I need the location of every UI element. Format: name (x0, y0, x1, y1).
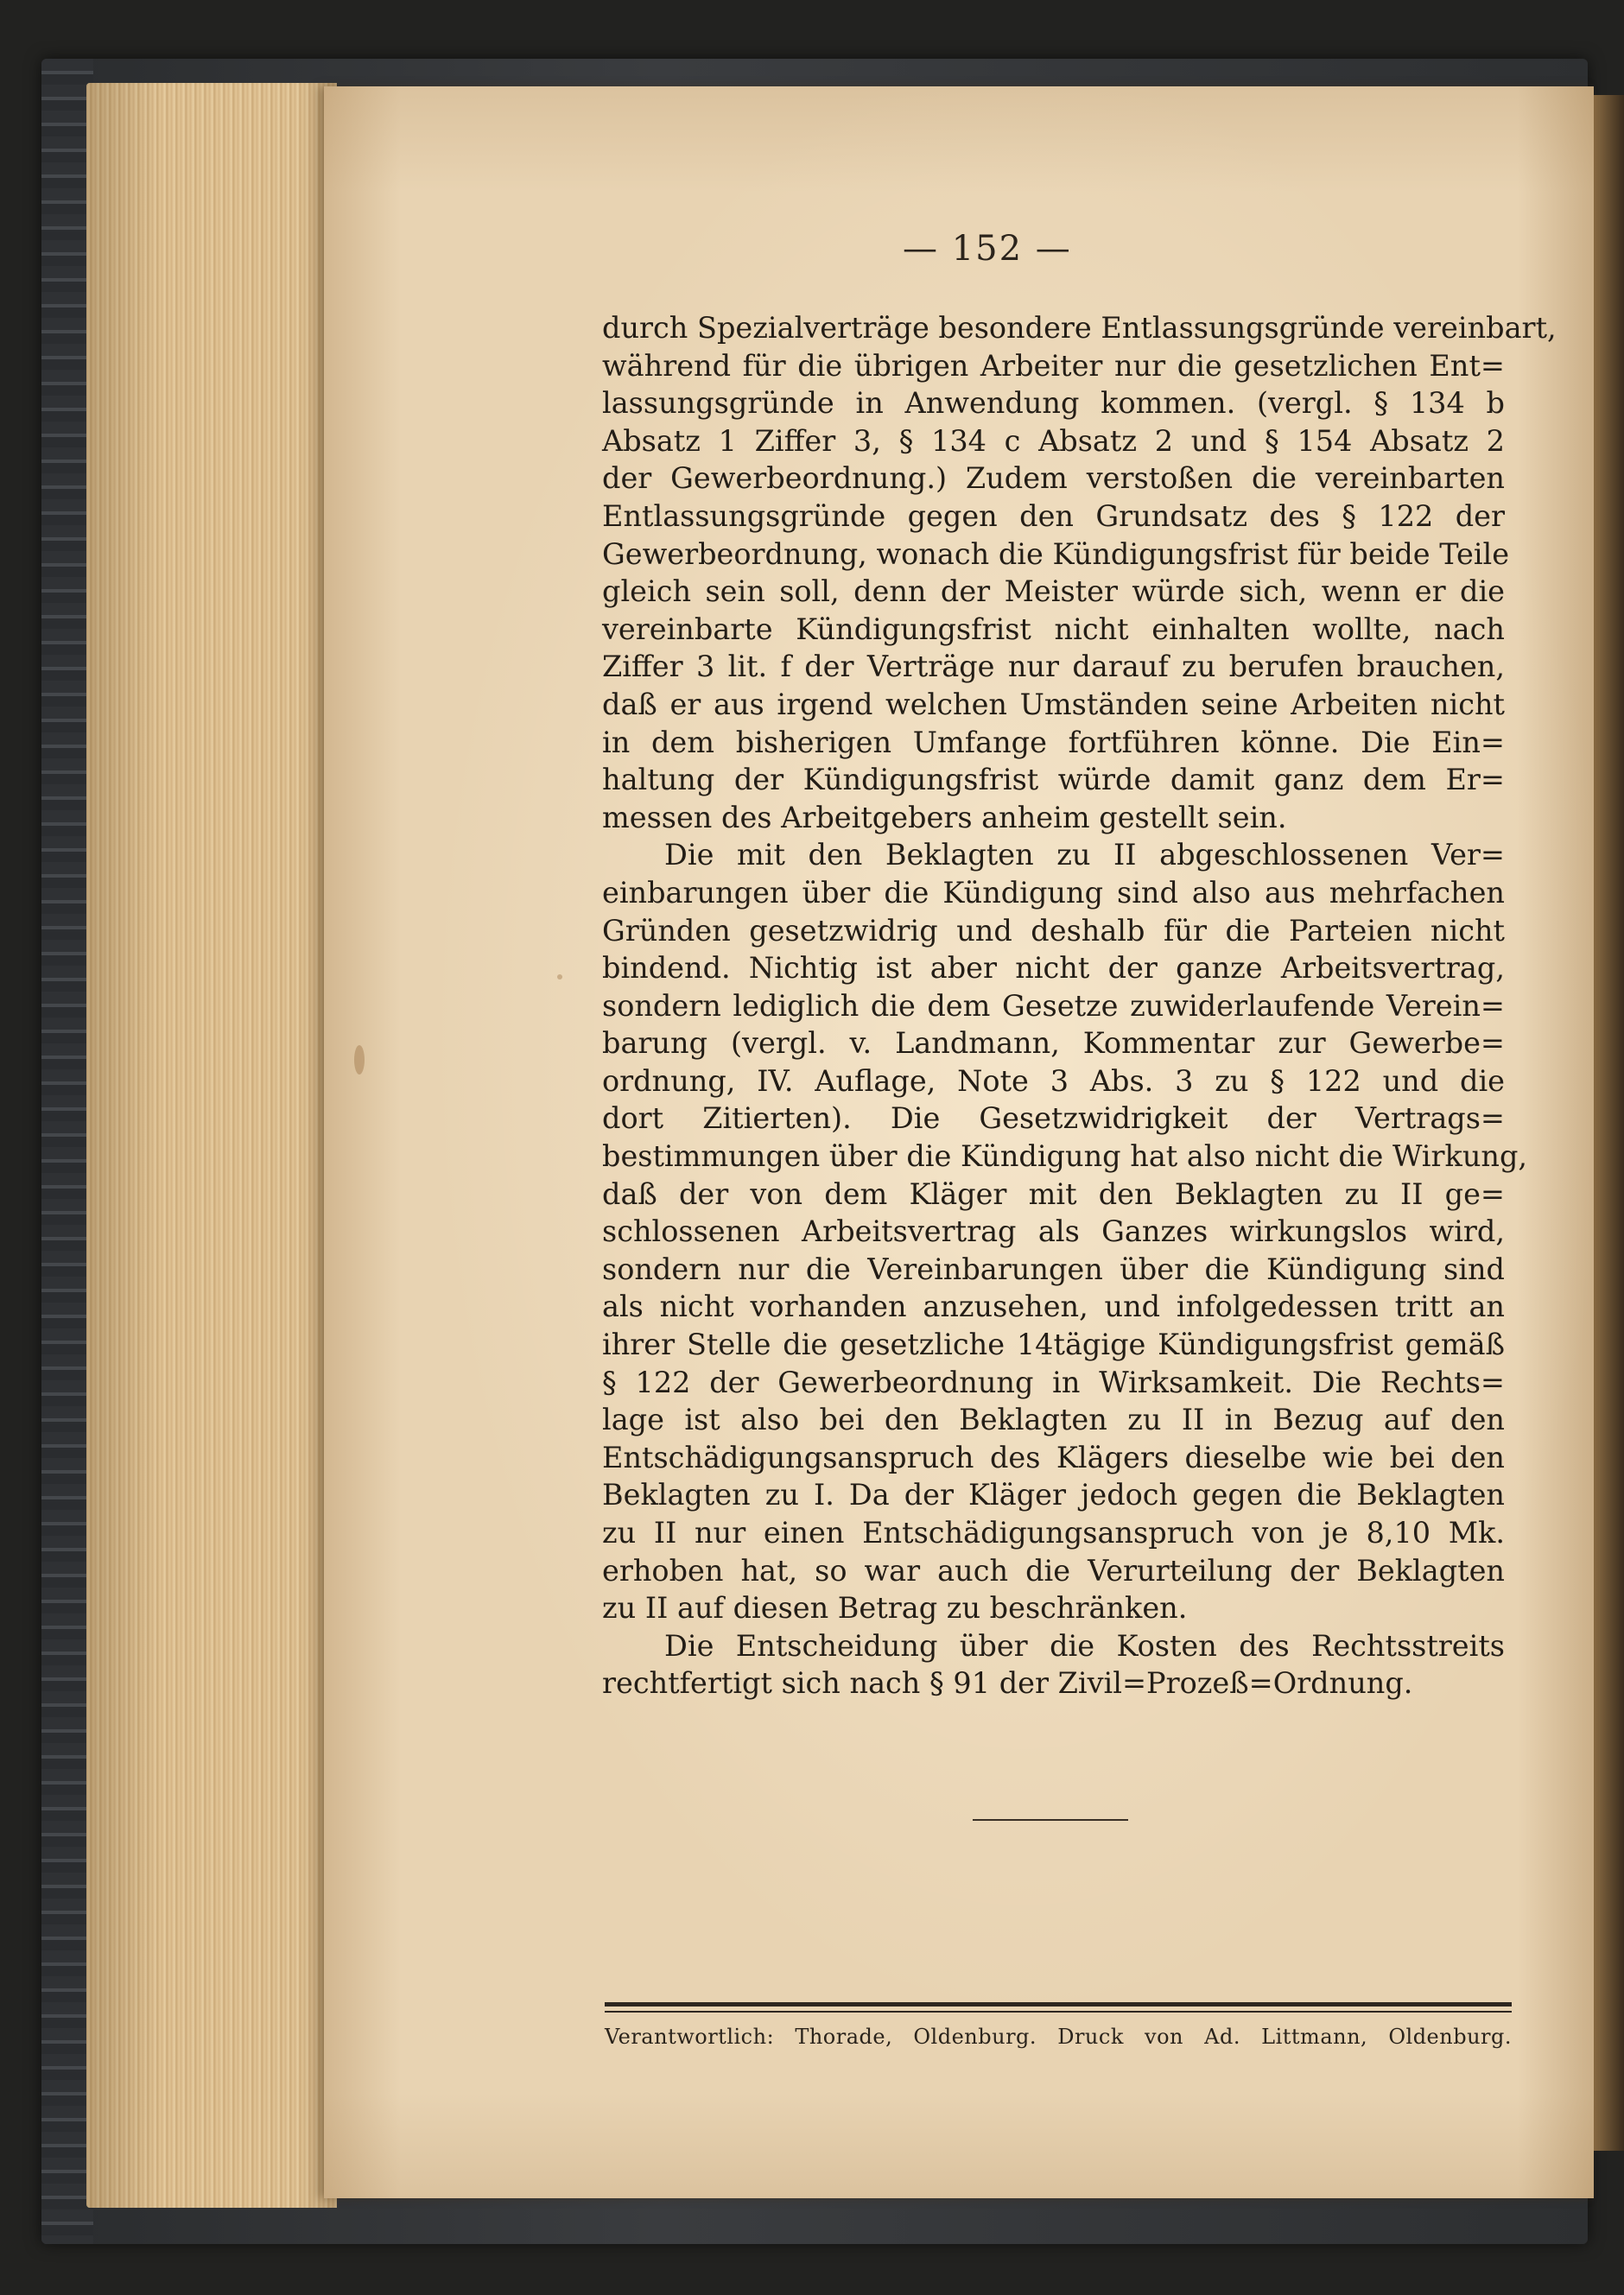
text-line: lassungsgründe in Anwendung kommen. (vergl. § 134 b (602, 386, 1505, 421)
text-line: barung (vergl. v. Landmann, Kommentar zur Gewerbe= (602, 1026, 1505, 1061)
text-line: Beklagten zu I. Da der Kläger jedoch gegen die Beklagten (602, 1478, 1505, 1512)
text-line: in dem bisherigen Umfange fortführen könne. Die Ein= (602, 725, 1505, 759)
text-line: durch Spezialverträge besondere Entlassungsgründe vereinbart, (602, 311, 1557, 345)
text-line: ordnung, IV. Auflage, Note 3 Abs. 3 zu § 122 und die (602, 1063, 1505, 1098)
text-line: daß der von dem Kläger mit den Beklagten zu II ge= (602, 1176, 1505, 1211)
text-line: einbarungen über die Kündigung sind also aus mehrfachen (602, 875, 1505, 910)
text-line: gleich sein soll, denn der Meister würde sich, wenn er die (602, 574, 1505, 609)
footer-rule-thin (605, 2011, 1512, 2013)
text-line: Gründen gesetzwidrig und deshalb für die Parteien nicht (602, 913, 1505, 948)
text-line: sondern nur die Vereinbarungen über die Kündigung sind (602, 1252, 1505, 1286)
text-line: Entschädigungsanspruch des Klägers dieselbe wie bei den (602, 1440, 1505, 1474)
text-line: zu II nur einen Entschädigungsanspruch von je 8,10 Mk. (602, 1516, 1505, 1550)
text-line: bestimmungen über die Kündigung hat also nicht die Wirkung, (602, 1139, 1528, 1174)
page-number: — 152 — (903, 229, 1072, 269)
text-line: Entlassungsgründe gegen den Grundsatz des § 122 der (602, 498, 1505, 533)
imprint-footer: Verantwortlich: Thorade, Oldenburg. Druck von Ad. Littmann, Oldenburg. (605, 2025, 1512, 2049)
text-line: Absatz 1 Ziffer 3, § 134 c Absatz 2 und § 154 Absatz 2 (602, 423, 1505, 458)
text-line: der Gewerbeordnung.) Zudem verstoßen die vereinbarten (602, 461, 1505, 496)
text-line: Die Entscheidung über die Kosten des Rechtsstreits (664, 1628, 1505, 1663)
book-cover-edge (41, 59, 93, 2244)
text-line: Gewerbeordnung, wonach die Kündigungsfrist für beide Teile (602, 536, 1510, 571)
text-line: § 122 der Gewerbeordnung in Wirksamkeit. Die Rechts= (602, 1365, 1505, 1399)
footer-rule-thick (605, 2002, 1512, 2007)
text-line: sondern lediglich die dem Gesetze zuwiderlaufende Verein= (602, 988, 1505, 1023)
text-line: haltung der Kündigungsfrist würde damit ganz dem Er= (602, 763, 1505, 797)
text-line: schlossenen Arbeitsvertrag als Ganzes wirkungslos wird, (602, 1214, 1505, 1249)
text-line: messen des Arbeitgebers anheim gestellt sein. (602, 800, 1287, 834)
text-line: ihrer Stelle die gesetzliche 14tägige Kündigungsfrist gemäß (602, 1328, 1505, 1362)
page-stack-shade (86, 83, 337, 2208)
text-line: dort Zitierten). Die Gesetzwidrigkeit der Vertrags= (602, 1101, 1505, 1136)
paper-stain (557, 974, 562, 979)
text-line: erhoben hat, so war auch die Verurteilung der Beklagten (602, 1553, 1505, 1588)
text-line: Ziffer 3 lit. f der Verträge nur darauf zu berufen brauchen, (602, 650, 1505, 684)
text-line: als nicht vorhanden anzusehen, und infolgedessen tritt an (602, 1290, 1505, 1324)
text-line: daß er aus irgend welchen Umständen seine Arbeiten nicht (602, 687, 1505, 721)
text-line: zu II auf diesen Betrag zu beschränken. (602, 1591, 1188, 1626)
body-text (602, 309, 1557, 1702)
text-line: während für die übrigen Arbeiter nur die gesetzlichen Ent= (602, 348, 1505, 383)
paper-stain (354, 1045, 365, 1075)
section-divider (973, 1819, 1128, 1821)
text-line: rechtfertigt sich nach § 91 der Zivil=Prozeß=Ordnung. (602, 1666, 1413, 1701)
text-line: vereinbarte Kündigungsfrist nicht einhalten wollte, nach (602, 612, 1505, 646)
text-line: Die mit den Beklagten zu II abgeschlossenen Ver= (664, 838, 1505, 872)
text-line: bindend. Nichtig ist aber nicht der ganze Arbeitsvertrag, (602, 951, 1505, 986)
text-line: lage ist also bei den Beklagten zu II in Bezug auf den (602, 1403, 1505, 1437)
